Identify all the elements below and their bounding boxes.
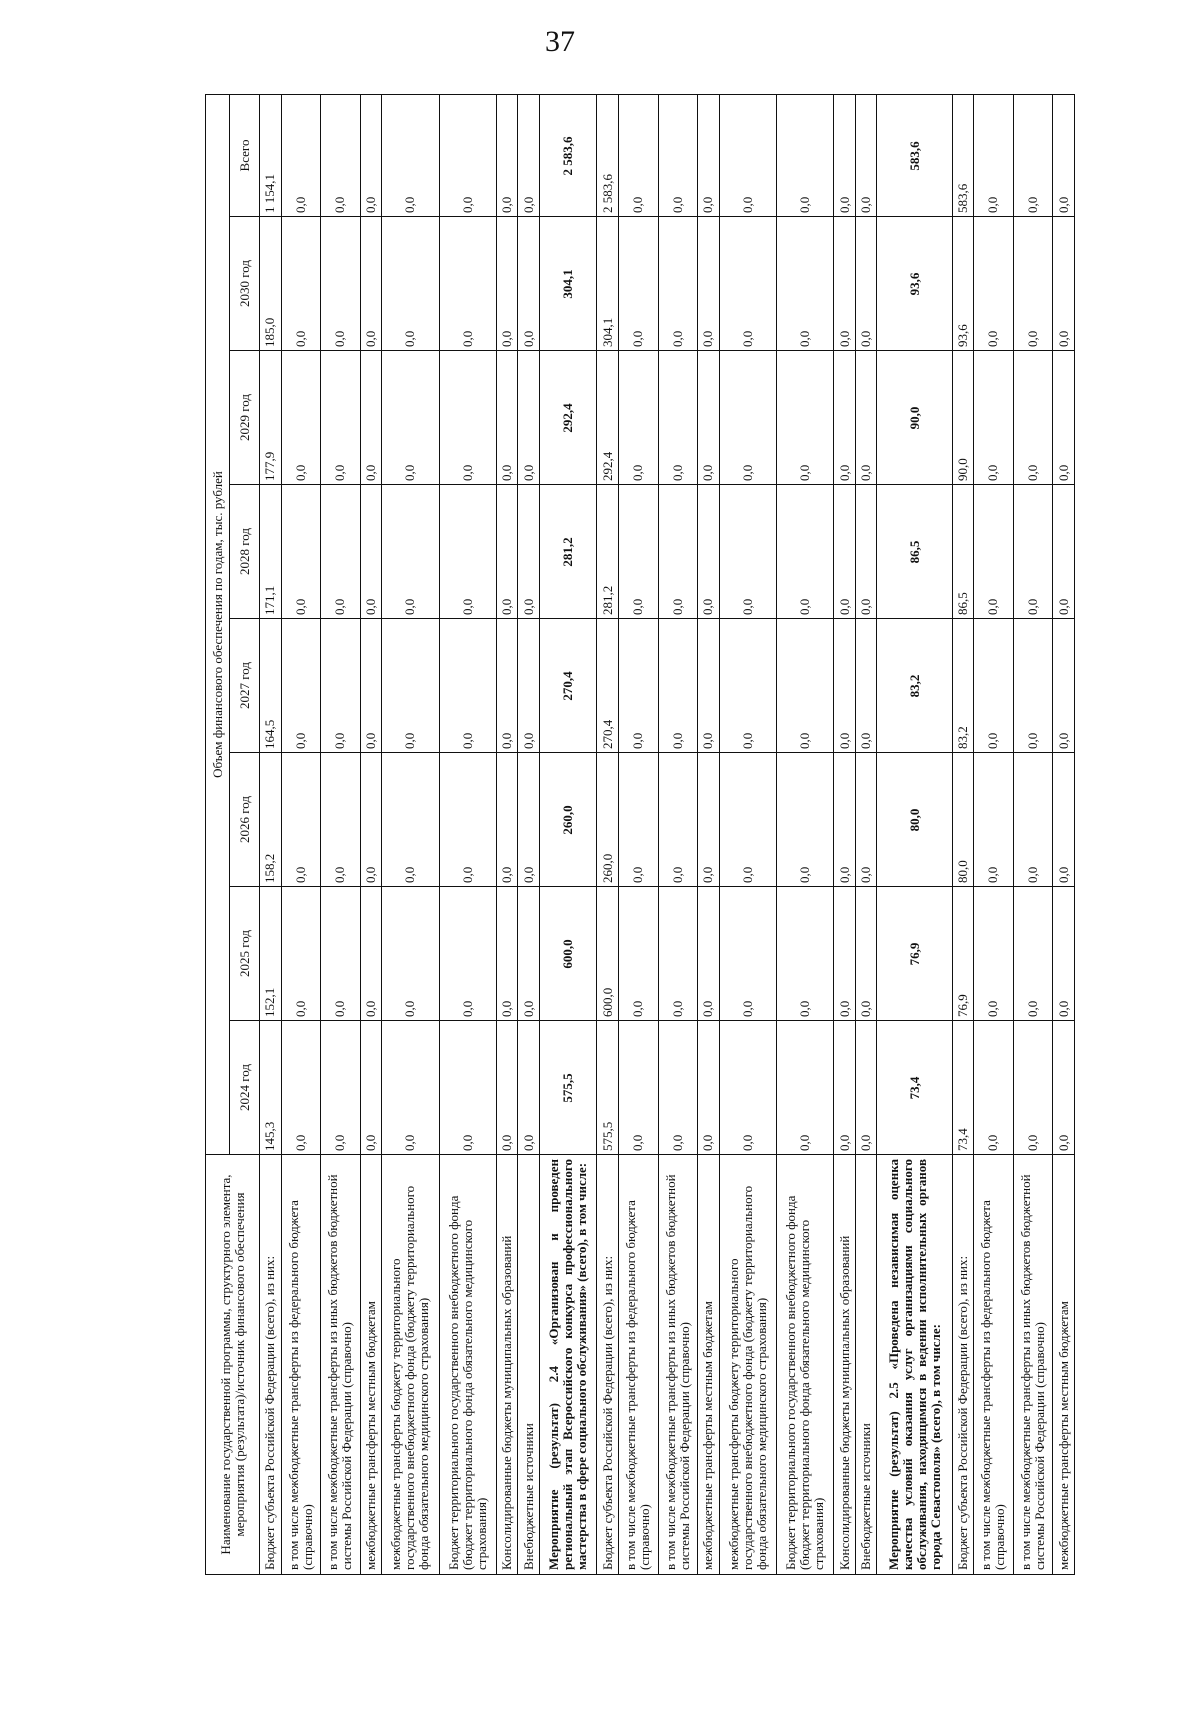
table-row <box>974 94 1013 1574</box>
row-value: 0,0 <box>496 94 518 216</box>
row-value: 0,0 <box>360 619 382 753</box>
row-value: 0,0 <box>1053 619 1075 753</box>
row-value: 0,0 <box>1053 1021 1075 1155</box>
row-value: 0,0 <box>1053 887 1075 1021</box>
table-row <box>776 94 833 1574</box>
row-value: 0,0 <box>834 351 856 485</box>
row-label: в том числе межбюджетные трансферты из иных бюджетов бюджетной системы Российской Федерации (справочно) <box>658 1155 697 1575</box>
row-value: 0,0 <box>619 619 658 753</box>
row-label: в том числе межбюджетные трансферты из федерального бюджета (справочно) <box>974 1155 1013 1575</box>
row-value: 0,0 <box>518 887 540 1021</box>
row-value: 0,0 <box>1013 217 1052 351</box>
row-value: 0,0 <box>855 217 877 351</box>
header-year-3: 2027 год <box>230 619 260 753</box>
row-value: 0,0 <box>321 485 360 619</box>
row-value: 0,0 <box>321 94 360 216</box>
row-value: 0,0 <box>518 753 540 887</box>
row-value: 600,0 <box>540 887 597 1021</box>
row-value: 76,9 <box>952 887 974 1021</box>
row-value: 304,1 <box>597 217 619 351</box>
row-label: межбюджетные трансферты местным бюджетам <box>697 1155 719 1575</box>
row-label: Внебюджетные источники <box>855 1155 877 1575</box>
row-value: 0,0 <box>382 351 439 485</box>
row-value: 0,0 <box>382 619 439 753</box>
row-value: 93,6 <box>877 217 952 351</box>
row-value: 0,0 <box>658 1021 697 1155</box>
row-value: 583,6 <box>952 94 974 216</box>
row-value: 0,0 <box>776 887 833 1021</box>
header-year-1: 2025 год <box>230 887 260 1021</box>
row-label: Консолидированные бюджеты муниципальных образований <box>834 1155 856 1575</box>
table-row <box>855 94 877 1574</box>
table-row <box>281 94 320 1574</box>
table-row <box>597 94 619 1574</box>
row-value: 0,0 <box>974 1021 1013 1155</box>
row-value: 0,0 <box>281 351 320 485</box>
row-value: 0,0 <box>281 485 320 619</box>
row-value: 73,4 <box>952 1021 974 1155</box>
row-value: 86,5 <box>952 485 974 619</box>
row-value: 0,0 <box>855 887 877 1021</box>
row-value: 0,0 <box>719 351 776 485</box>
row-label: межбюджетные трансферты местным бюджетам <box>1053 1155 1075 1575</box>
row-value: 0,0 <box>321 753 360 887</box>
row-value: 0,0 <box>496 351 518 485</box>
row-value: 177,9 <box>260 351 282 485</box>
table-body <box>260 94 1075 1574</box>
row-value: 0,0 <box>619 94 658 216</box>
row-value: 0,0 <box>658 887 697 1021</box>
table-row <box>834 94 856 1574</box>
row-value: 0,0 <box>1053 94 1075 216</box>
row-value: 0,0 <box>518 217 540 351</box>
row-value: 0,0 <box>382 217 439 351</box>
table-row <box>382 94 439 1574</box>
row-value: 0,0 <box>439 485 496 619</box>
row-value: 0,0 <box>658 619 697 753</box>
row-label: межбюджетные трансферты бюджету территориального государственного внебюджетного фонда (бюджету территориального фонда обязательного медицинского страхования) <box>382 1155 439 1575</box>
row-value: 0,0 <box>697 94 719 216</box>
row-value: 0,0 <box>697 887 719 1021</box>
row-value: 0,0 <box>321 351 360 485</box>
table-row <box>697 94 719 1574</box>
row-value: 0,0 <box>658 351 697 485</box>
row-value: 281,2 <box>597 485 619 619</box>
row-label: в том числе межбюджетные трансферты из иных бюджетов бюджетной системы Российской Федерации (справочно) <box>321 1155 360 1575</box>
row-value: 260,0 <box>540 753 597 887</box>
row-value: 0,0 <box>776 619 833 753</box>
row-value: 0,0 <box>281 887 320 1021</box>
table-row <box>1013 94 1052 1574</box>
header-year-5: 2029 год <box>230 351 260 485</box>
row-value: 0,0 <box>855 1021 877 1155</box>
row-value: 292,4 <box>597 351 619 485</box>
table-row <box>952 94 974 1574</box>
row-value: 0,0 <box>281 619 320 753</box>
row-value: 0,0 <box>974 753 1013 887</box>
table-row <box>439 94 496 1574</box>
row-label: в том числе межбюджетные трансферты из иных бюджетов бюджетной системы Российской Федерации (справочно) <box>1013 1155 1052 1575</box>
row-value: 0,0 <box>719 887 776 1021</box>
row-value: 0,0 <box>1013 485 1052 619</box>
row-value: 0,0 <box>776 217 833 351</box>
row-label: Мероприятие (результат) 2.5 «Проведена независимая оценка качества условий оказания услуг организациями социального обслуживания, находящимися в ведении исполнительных органов города Севастополя» (всего), в том числе: <box>877 1155 952 1575</box>
row-value: 0,0 <box>1053 485 1075 619</box>
row-value: 83,2 <box>877 619 952 753</box>
row-value: 0,0 <box>360 753 382 887</box>
row-value: 0,0 <box>281 1021 320 1155</box>
row-value: 1 154,1 <box>260 94 282 216</box>
row-value: 600,0 <box>597 887 619 1021</box>
row-value: 0,0 <box>439 94 496 216</box>
row-value: 0,0 <box>496 753 518 887</box>
row-value: 0,0 <box>360 1021 382 1155</box>
row-value: 0,0 <box>619 1021 658 1155</box>
row-value: 0,0 <box>697 619 719 753</box>
row-value: 158,2 <box>260 753 282 887</box>
row-value: 73,4 <box>877 1021 952 1155</box>
row-value: 0,0 <box>360 94 382 216</box>
row-value: 0,0 <box>719 619 776 753</box>
row-label: межбюджетные трансферты местным бюджетам <box>360 1155 382 1575</box>
row-value: 0,0 <box>834 619 856 753</box>
row-label: Консолидированные бюджеты муниципальных образований <box>496 1155 518 1575</box>
row-value: 0,0 <box>855 619 877 753</box>
row-label: Бюджет территориального государственного внебюджетного фонда (бюджет территориального фонда обязательного медицинского страхования) <box>439 1155 496 1575</box>
row-value: 0,0 <box>974 887 1013 1021</box>
row-value: 0,0 <box>439 619 496 753</box>
row-value: 80,0 <box>952 753 974 887</box>
row-value: 304,1 <box>540 217 597 351</box>
table-row <box>1053 94 1075 1574</box>
row-value: 270,4 <box>597 619 619 753</box>
row-value: 0,0 <box>834 887 856 1021</box>
row-value: 260,0 <box>597 753 619 887</box>
row-label: Бюджет территориального государственного внебюджетного фонда (бюджет территориального фонда обязательного медицинского страхования) <box>776 1155 833 1575</box>
row-label: Внебюджетные источники <box>518 1155 540 1575</box>
page-number: 37 <box>545 25 575 58</box>
row-value: 145,3 <box>260 1021 282 1155</box>
row-value: 270,4 <box>540 619 597 753</box>
row-value: 0,0 <box>321 887 360 1021</box>
row-value: 0,0 <box>382 485 439 619</box>
row-value: 90,0 <box>877 351 952 485</box>
table-row <box>877 94 952 1574</box>
row-value: 0,0 <box>321 619 360 753</box>
row-value: 90,0 <box>952 351 974 485</box>
row-value: 152,1 <box>260 887 282 1021</box>
row-value: 0,0 <box>776 753 833 887</box>
row-value: 0,0 <box>439 1021 496 1155</box>
row-value: 0,0 <box>360 351 382 485</box>
row-value: 93,6 <box>952 217 974 351</box>
row-value: 0,0 <box>697 1021 719 1155</box>
financing-table <box>205 94 1075 1575</box>
row-value: 0,0 <box>518 351 540 485</box>
row-value: 0,0 <box>834 485 856 619</box>
row-value: 0,0 <box>1053 217 1075 351</box>
row-value: 0,0 <box>697 485 719 619</box>
row-value: 0,0 <box>439 887 496 1021</box>
table-row <box>321 94 360 1574</box>
row-value: 0,0 <box>719 94 776 216</box>
row-value: 0,0 <box>360 485 382 619</box>
row-value: 0,0 <box>1053 351 1075 485</box>
row-value: 0,0 <box>834 94 856 216</box>
row-value: 0,0 <box>1013 94 1052 216</box>
table-row <box>619 94 658 1574</box>
row-value: 0,0 <box>518 1021 540 1155</box>
row-label: Бюджет субъекта Российской Федерации (всего), из них: <box>597 1155 619 1575</box>
row-label: Бюджет субъекта Российской Федерации (всего), из них: <box>260 1155 282 1575</box>
row-value: 281,2 <box>540 485 597 619</box>
row-value: 164,5 <box>260 619 282 753</box>
row-value: 0,0 <box>1013 887 1052 1021</box>
row-value: 0,0 <box>439 753 496 887</box>
header-year-7: Всего <box>230 94 260 216</box>
header-year-2: 2026 год <box>230 753 260 887</box>
row-value: 0,0 <box>619 485 658 619</box>
row-value: 0,0 <box>719 217 776 351</box>
table-row <box>360 94 382 1574</box>
row-value: 0,0 <box>518 619 540 753</box>
row-value: 575,5 <box>597 1021 619 1155</box>
rotated-table-container <box>205 95 1075 1575</box>
header-volume-caption: Объем финансового обеспечения по годам, тыс. рублей <box>206 94 230 1154</box>
row-value: 0,0 <box>1013 753 1052 887</box>
row-value: 0,0 <box>776 485 833 619</box>
row-value: 0,0 <box>719 485 776 619</box>
row-value: 0,0 <box>321 1021 360 1155</box>
row-value: 0,0 <box>281 217 320 351</box>
row-value: 0,0 <box>855 753 877 887</box>
row-value: 86,5 <box>877 485 952 619</box>
row-value: 0,0 <box>1013 1021 1052 1155</box>
header-name-column: Наименование государственной программы, структурного элемента, мероприятия (результата)/источник финансового обеспечения <box>206 1155 260 1575</box>
header-year-4: 2028 год <box>230 485 260 619</box>
row-value: 0,0 <box>974 217 1013 351</box>
header-year-6: 2030 год <box>230 217 260 351</box>
row-value: 0,0 <box>619 753 658 887</box>
row-value: 0,0 <box>518 485 540 619</box>
row-value: 0,0 <box>496 485 518 619</box>
row-value: 292,4 <box>540 351 597 485</box>
row-value: 0,0 <box>697 351 719 485</box>
row-value: 0,0 <box>658 217 697 351</box>
table-row <box>496 94 518 1574</box>
row-value: 80,0 <box>877 753 952 887</box>
row-value: 575,5 <box>540 1021 597 1155</box>
row-value: 0,0 <box>658 94 697 216</box>
row-value: 0,0 <box>1013 619 1052 753</box>
row-value: 0,0 <box>439 351 496 485</box>
row-value: 0,0 <box>281 753 320 887</box>
row-value: 0,0 <box>496 887 518 1021</box>
row-value: 0,0 <box>776 351 833 485</box>
table-row <box>518 94 540 1574</box>
row-value: 0,0 <box>974 619 1013 753</box>
row-value: 0,0 <box>834 753 856 887</box>
row-value: 0,0 <box>619 351 658 485</box>
row-value: 0,0 <box>834 217 856 351</box>
row-value: 0,0 <box>855 351 877 485</box>
row-value: 0,0 <box>496 217 518 351</box>
row-value: 0,0 <box>1013 351 1052 485</box>
row-value: 2 583,6 <box>540 94 597 216</box>
row-value: 0,0 <box>855 485 877 619</box>
row-value: 0,0 <box>496 1021 518 1155</box>
row-value: 0,0 <box>974 485 1013 619</box>
row-label: Мероприятие (результат) 2.4 «Организован и проведен региональный этап Всероссийского конкурса профессионального мастерства в сфере социального обслуживания» (всего), в том числе: <box>540 1155 597 1575</box>
row-value: 0,0 <box>776 1021 833 1155</box>
row-value: 0,0 <box>658 753 697 887</box>
row-value: 583,6 <box>877 94 952 216</box>
row-value: 0,0 <box>834 1021 856 1155</box>
row-value: 83,2 <box>952 619 974 753</box>
row-value: 0,0 <box>382 94 439 216</box>
table-row <box>658 94 697 1574</box>
table-row <box>540 94 597 1574</box>
row-value: 0,0 <box>382 753 439 887</box>
row-label: межбюджетные трансферты бюджету территориального государственного внебюджетного фонда (бюджету территориального фонда обязательного медицинского страхования) <box>719 1155 776 1575</box>
table-row <box>719 94 776 1574</box>
row-value: 0,0 <box>281 94 320 216</box>
row-value: 171,1 <box>260 485 282 619</box>
row-value: 76,9 <box>877 887 952 1021</box>
row-value: 0,0 <box>776 94 833 216</box>
row-label: в том числе межбюджетные трансферты из федерального бюджета (справочно) <box>281 1155 320 1575</box>
row-value: 0,0 <box>619 887 658 1021</box>
row-label: в том числе межбюджетные трансферты из федерального бюджета (справочно) <box>619 1155 658 1575</box>
row-value: 0,0 <box>382 887 439 1021</box>
row-value: 185,0 <box>260 217 282 351</box>
header-year-0: 2024 год <box>230 1021 260 1155</box>
row-value: 0,0 <box>719 753 776 887</box>
row-value: 0,0 <box>439 217 496 351</box>
row-value: 0,0 <box>697 217 719 351</box>
row-value: 0,0 <box>974 94 1013 216</box>
row-value: 0,0 <box>382 1021 439 1155</box>
table-row <box>260 94 282 1574</box>
row-value: 2 583,6 <box>597 94 619 216</box>
row-value: 0,0 <box>697 753 719 887</box>
row-value: 0,0 <box>360 887 382 1021</box>
row-value: 0,0 <box>658 485 697 619</box>
row-value: 0,0 <box>518 94 540 216</box>
row-value: 0,0 <box>719 1021 776 1155</box>
row-label: Бюджет субъекта Российской Федерации (всего), из них: <box>952 1155 974 1575</box>
row-value: 0,0 <box>321 217 360 351</box>
row-value: 0,0 <box>974 351 1013 485</box>
row-value: 0,0 <box>496 619 518 753</box>
row-value: 0,0 <box>1053 753 1075 887</box>
row-value: 0,0 <box>619 217 658 351</box>
row-value: 0,0 <box>855 94 877 216</box>
row-value: 0,0 <box>360 217 382 351</box>
